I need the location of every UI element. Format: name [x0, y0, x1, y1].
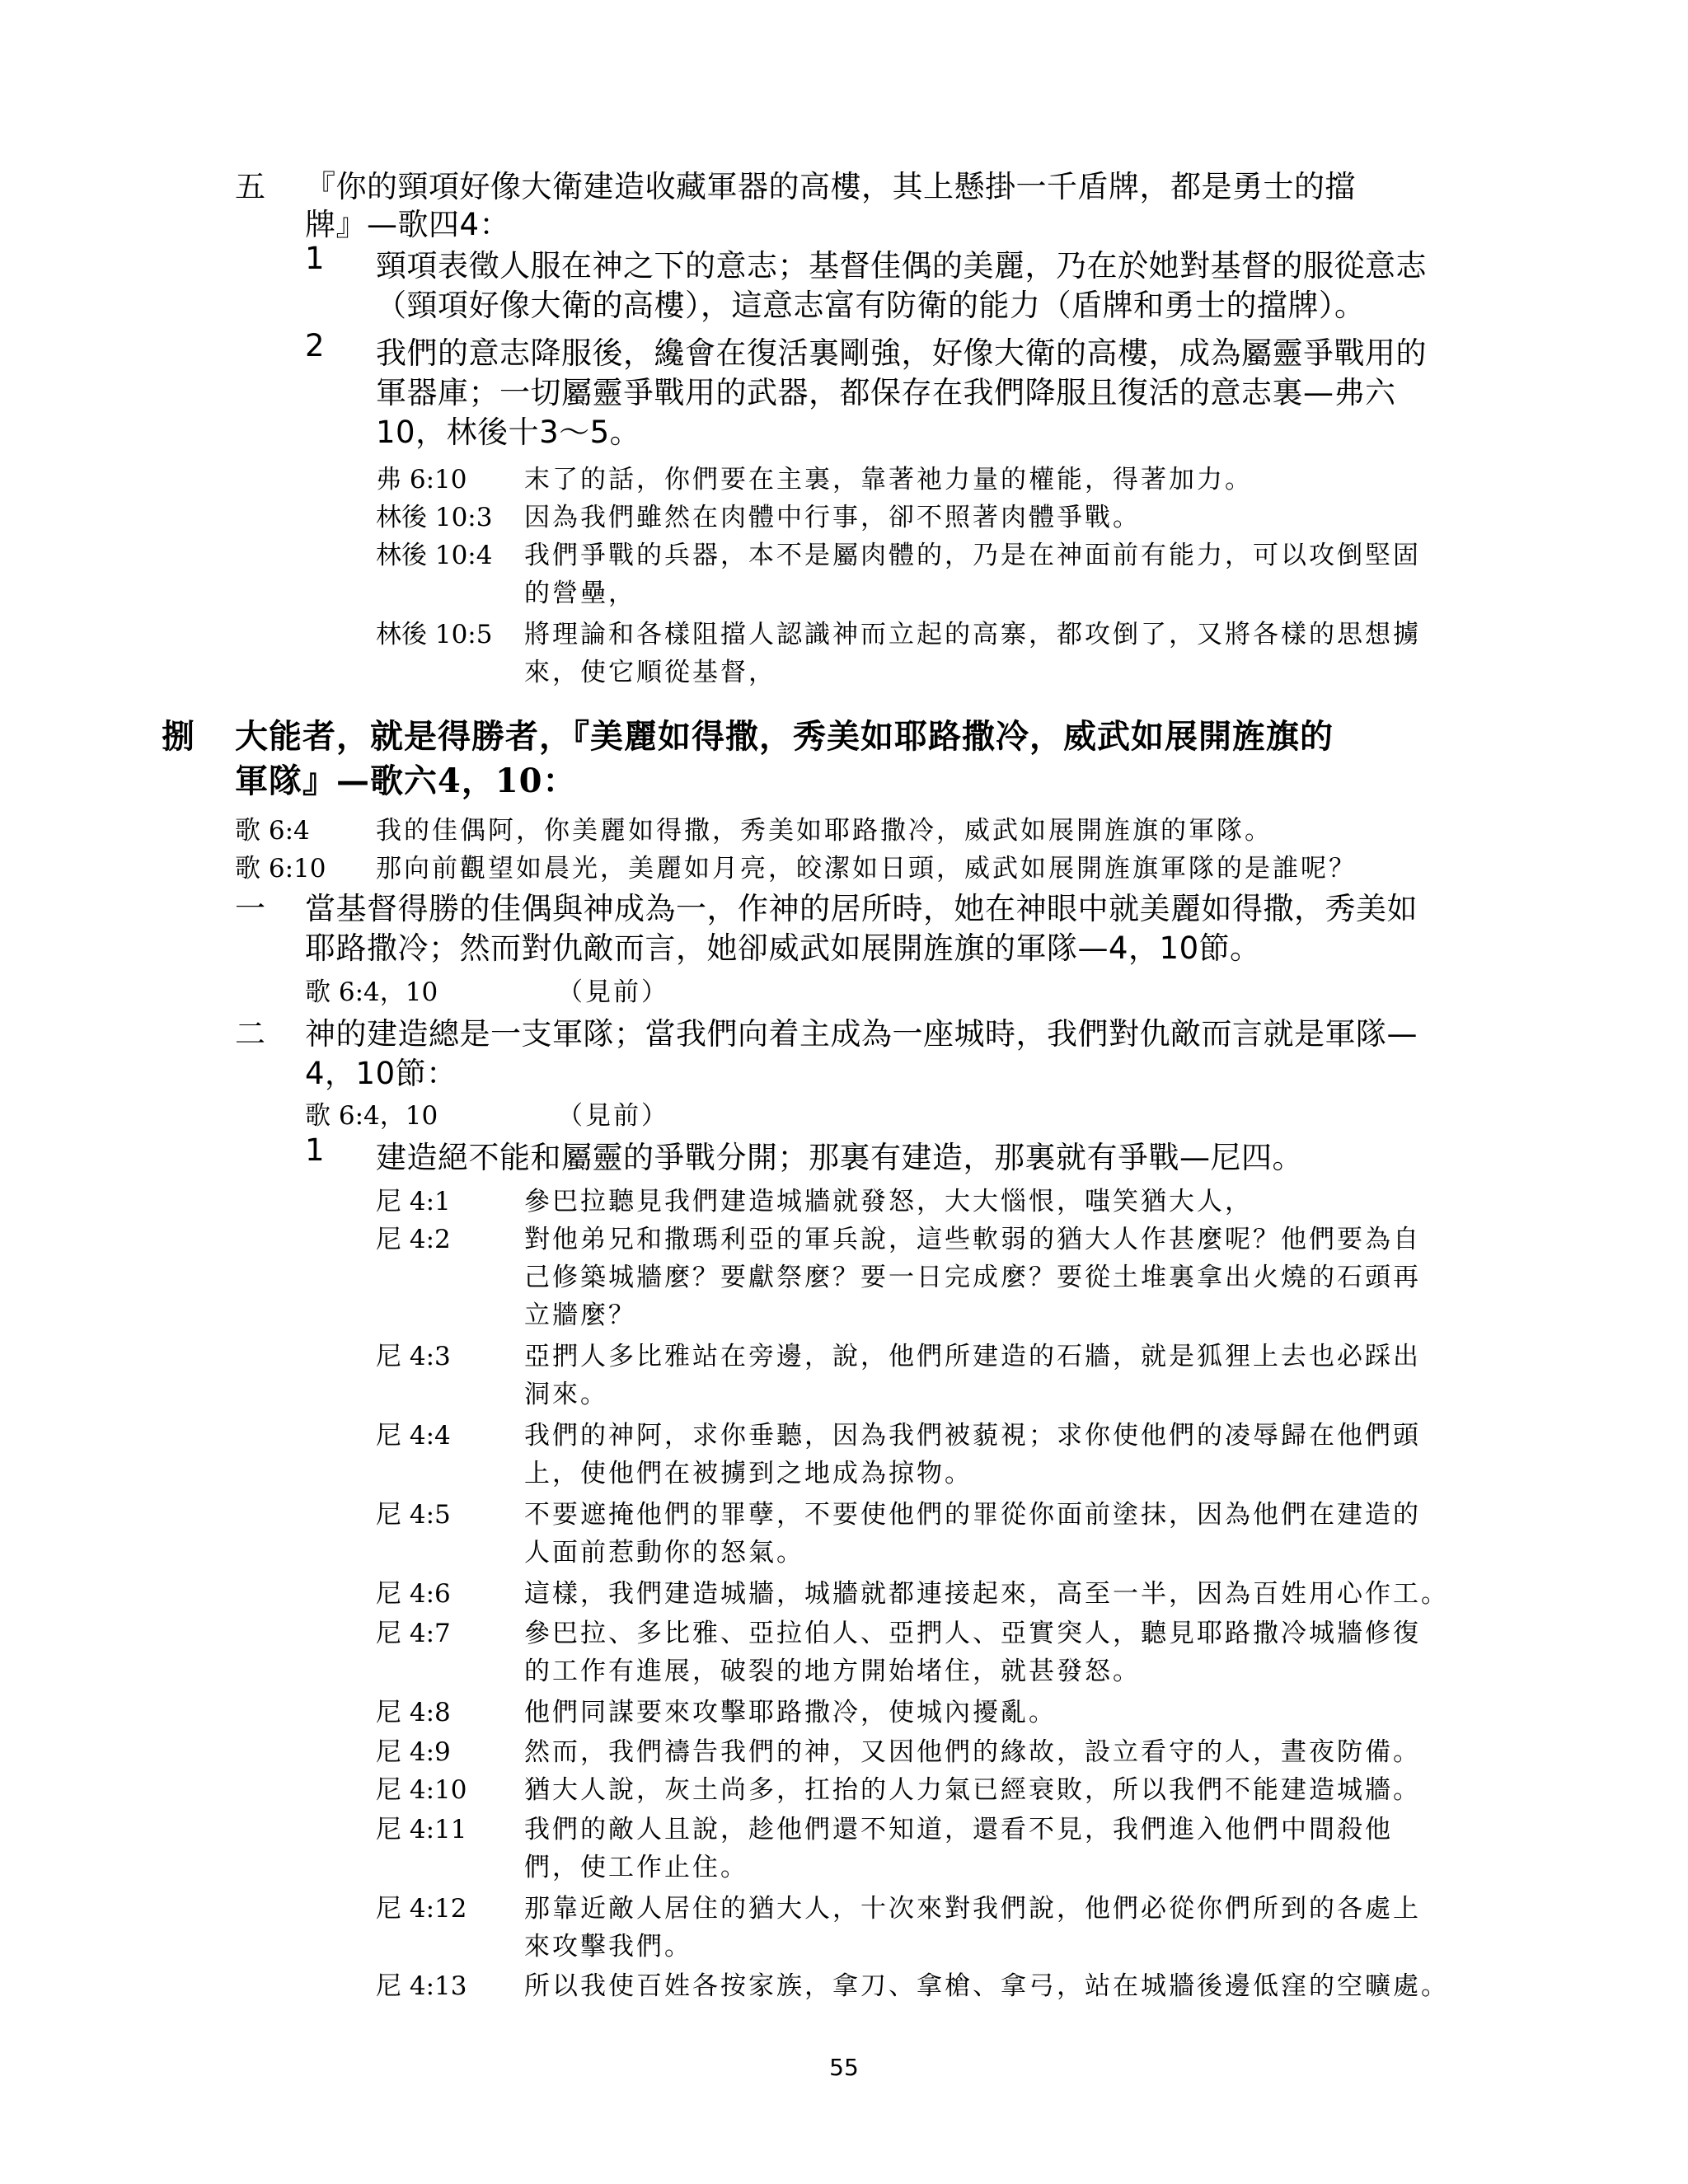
verse-text: 我們的神阿，求你垂聽，因為我們被藐視；求你使他們的凌辱歸在他們頭: [524, 1421, 1421, 1451]
verse-text: 立牆麼？: [524, 1301, 636, 1330]
verse-ref: 林後 10:5: [376, 620, 493, 649]
verse-ref: 弗 6:10: [376, 465, 467, 494]
verse-ref: 尼 4:3: [376, 1342, 451, 1371]
verse-ref: 林後 10:3: [376, 503, 493, 532]
verse-ref: 尼 4:8: [376, 1698, 451, 1727]
verse-text: 參巴拉、多比雅、亞拉伯人、亞捫人、亞實突人，聽見耶路撒冷城牆修復: [524, 1619, 1421, 1648]
outline-marker-five: 五: [235, 169, 266, 204]
sub-line: 建造絕不能和屬靈的爭戰分開；那裏有建造，那裏就有爭戰—尼四。: [376, 1140, 1303, 1175]
verse-text: 們，使工作止住。: [524, 1853, 748, 1882]
verse-ref: 歌 6:10: [235, 854, 326, 883]
verse-text: 這樣，我們建造城牆，城牆就都連接起來，高至一半，因為百姓用心作工。: [524, 1579, 1449, 1609]
verse-text: 我們爭戰的兵器，本不是屬肉體的，乃是在神面前有能力，可以攻倒堅固: [524, 541, 1421, 570]
verse-text: 人面前惹動你的怒氣。: [524, 1538, 804, 1568]
outline-line: 4，10節：: [305, 1056, 457, 1091]
outline-line: 耶路撒冷；然而對仇敵而言，她卻威武如展開旌旗的軍隊—4，10節。: [305, 930, 1261, 966]
sub-marker: 2: [305, 328, 326, 363]
verse-text: 的工作有進展，破裂的地方開始堵住，就甚發怒。: [524, 1657, 1141, 1686]
verse-ref: 尼 4:11: [376, 1815, 467, 1844]
verse-ref: 尼 4:6: [376, 1579, 451, 1609]
outline-line: 『你的頸項好像大衛建造收藏軍器的高樓，其上懸掛一千盾牌，都是勇士的擋: [305, 169, 1356, 204]
verse-text: 亞捫人多比雅站在旁邊，說，他們所建造的石牆，就是狐狸上去也必踩出: [524, 1342, 1421, 1371]
verse-text: 然而，我們禱告我們的神，又因他們的緣故，設立看守的人，晝夜防備。: [524, 1737, 1421, 1767]
sub-line: 我們的意志降服後，纔會在復活裏剛強，好像大衛的高樓，成為屬靈爭戰用的: [376, 335, 1427, 371]
verse-text: 上，使他們在被擄到之地成為掠物。: [524, 1459, 973, 1488]
verse-text: 末了的話，你們要在主裏，靠著祂力量的權能，得著加力。: [524, 465, 1253, 494]
verse-text: 我們的敵人且說，趁他們還不知道，還看不見，我們進入他們中間殺他: [524, 1815, 1393, 1844]
verse-text: 那向前觀望如晨光，美麗如月亮，皎潔如日頭，威武如展開旌旗軍隊的是誰呢？: [376, 854, 1357, 883]
verse-ref: 尼 4:10: [376, 1775, 467, 1805]
verse-text: 來，使它順從基督，: [524, 658, 776, 687]
sub-marker: 1: [305, 1132, 326, 1168]
heading-line: 軍隊』—歌六4，10：: [235, 762, 577, 800]
verse-ref: 尼 4:5: [376, 1500, 451, 1530]
verse-text: 洞來。: [524, 1380, 608, 1409]
outline-line: 牌』—歌四4：: [305, 207, 511, 242]
outline-marker-one: 一: [235, 891, 266, 926]
verse-ref: 尼 4:9: [376, 1737, 451, 1767]
verse-ref: 林後 10:4: [376, 541, 493, 570]
verse-ref: 尼 4:4: [376, 1421, 451, 1451]
verse-text: （見前）: [557, 977, 669, 1007]
verse-text: 我的佳偶阿，你美麗如得撒，秀美如耶路撒冷，威武如展開旌旗的軍隊。: [376, 816, 1273, 846]
outline-line: 當基督得勝的佳偶與神成為一，作神的居所時，她在神眼中就美麗如得撒，秀美如: [305, 891, 1418, 926]
verse-text: 不要遮掩他們的罪孽，不要使他們的罪從你面前塗抹，因為他們在建造的: [524, 1500, 1421, 1530]
verse-text: 的營壘，: [524, 579, 636, 608]
verse-ref: 尼 4:12: [376, 1894, 467, 1924]
verse-text: 所以我使百姓各按家族，拿刀、拿槍、拿弓，站在城牆後邊低窪的空曠處。: [524, 1971, 1449, 2001]
heading-marker-eight: 捌: [162, 717, 195, 756]
verse-ref: 歌 6:4，10: [305, 977, 438, 1007]
sub-line: 軍器庫；一切屬靈爭戰用的武器，都保存在我們降服且復活的意志裏—弗六: [376, 375, 1396, 410]
outline-marker-two: 二: [235, 1016, 266, 1052]
verse-ref: 尼 4:7: [376, 1619, 451, 1648]
sub-line: 頸項表徵人服在神之下的意志；基督佳偶的美麗，乃在於她對基督的服從意志: [376, 248, 1427, 284]
heading-line: 大能者，就是得勝者，『美麗如得撒，秀美如耶路撒冷，威武如展開旌旗的: [235, 717, 1334, 756]
verse-ref: 歌 6:4: [235, 816, 310, 846]
verse-text: 那靠近敵人居住的猶大人，十次來對我們說，他們必從你們所到的各處上: [524, 1894, 1421, 1924]
sub-marker: 1: [305, 241, 326, 276]
verse-text: （見前）: [557, 1101, 669, 1131]
verse-text: 參巴拉聽見我們建造城牆就發怒，大大惱恨，嗤笑猶大人，: [524, 1187, 1253, 1216]
verse-text: 對他弟兄和撒瑪利亞的軍兵說，這些軟弱的猶大人作甚麼呢？他們要為自: [524, 1225, 1421, 1254]
verse-ref: 尼 4:2: [376, 1225, 451, 1254]
page-number: 55: [829, 2054, 859, 2081]
verse-text: 他們同謀要來攻擊耶路撒冷，使城內擾亂。: [524, 1698, 1057, 1727]
verse-text: 猶大人說，灰土尚多，扛抬的人力氣已經衰敗，所以我們不能建造城牆。: [524, 1775, 1421, 1805]
verse-ref: 歌 6:4，10: [305, 1101, 438, 1131]
verse-text: 來攻擊我們。: [524, 1932, 692, 1961]
verse-text: 己修築城牆麼？要獻祭麼？要一日完成麼？要從土堆裏拿出火燒的石頭再: [524, 1263, 1421, 1292]
sub-line: （頸項好像大衛的高樓），這意志富有防衛的能力（盾牌和勇士的擋牌）。: [376, 288, 1366, 323]
sub-line: 10，林後十3～5。: [376, 415, 641, 450]
verse-ref: 尼 4:1: [376, 1187, 451, 1216]
outline-line: 神的建造總是一支軍隊；當我們向着主成為一座城時，我們對仇敵而言就是軍隊—: [305, 1016, 1418, 1052]
verse-ref: 尼 4:13: [376, 1971, 467, 2001]
verse-text: 將理論和各樣阻擋人認識神而立起的高寨，都攻倒了，又將各樣的思想擄: [524, 620, 1421, 649]
verse-text: 因為我們雖然在肉體中行事，卻不照著肉體爭戰。: [524, 503, 1141, 532]
